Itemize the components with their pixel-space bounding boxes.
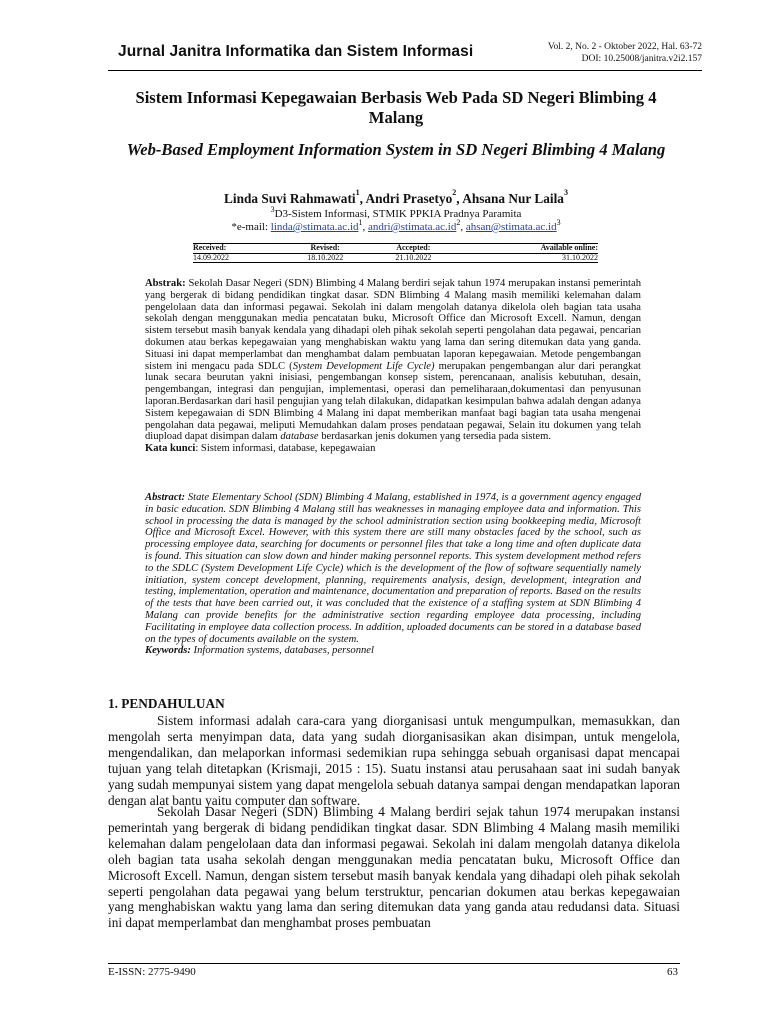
abstract-italic-a: System Development Life Cycle): [292, 360, 435, 372]
abstract-text-c: berdasarkan jenis dokumen yang tersedia pada sistem.: [318, 431, 552, 443]
email-link-2[interactable]: andri@stimata.ac.id: [368, 221, 457, 233]
online-label: Available online:: [457, 244, 598, 253]
journal-issue-info: [548, 41, 702, 65]
email-1-mark: 1: [358, 218, 363, 227]
author-1-mark: 1: [355, 188, 360, 197]
page-number: 63: [667, 966, 678, 978]
email-link-1[interactable]: linda@stimata.ac.id: [270, 221, 359, 233]
revised-label: Revised:: [281, 244, 369, 253]
accepted-date: 21.10.2022: [395, 252, 432, 262]
author-2-mark: 2: [452, 188, 457, 197]
author-separator: ,: [359, 191, 366, 206]
email-line: *e-mail: $linda@stimata.ac.id^1$, $andri@stimata.ac.id^2$, $ahsan@stimata.ac.id^3$: [231, 218, 561, 233]
paragraph-text: Sekolah Dasar Negeri (SDN) Blimbing 4 Malang berdiri sejak tahun 1974 merupakan instansi pemerintah yang bergerak di bidang pendidikan tingkat dasar. SDN Blimbing 4 Malang masih memiliki kelemahan dalam pengelolaan data dan informasi pegawai. Sekolah ini dalam mengolah datanya dikelola oleh bagian tata usaha sekolah dengan menggunakan media pencatatan buku, Microsoft Office dan Microsoft Excell. Namun, dengan sistem tersebut masih banyak kendala yang dihadapi oleh pihak sekolah seperti pengolahan data pegawai yang belum terstruktur, pencarian dokumen atau berkas kepegawaian yang menghabiskan waktu yang lama dan sering ditemukan data yang ganda atau redudansi data. Situasi ini dapat memperlambat dan menghambat proses pembuatan: [108, 804, 680, 931]
issn: E-ISSN: 2775-9490: [108, 966, 196, 978]
keywords-label: Kata kunci: [145, 443, 196, 455]
affiliation: [108, 205, 684, 220]
keywords-en-text: Information systems, databases, personnel: [190, 645, 374, 657]
body-paragraph-2: [108, 804, 680, 931]
volume-info: Vol. 2, No. 2 - Oktober 2022, Hal. 63-72: [547, 42, 702, 52]
email-link-3[interactable]: ahsan@stimata.ac.id: [465, 221, 557, 233]
body-paragraph-1: [108, 713, 680, 808]
email-label: *e-mail:: [231, 221, 271, 233]
email-2-mark: 2: [456, 218, 461, 227]
abstract-label: Abstrak:: [145, 278, 186, 289]
affiliation-mark: 3: [270, 205, 275, 214]
author-3-mark: 3: [563, 188, 568, 197]
revised-date: 18.10.2022: [307, 252, 344, 262]
doi-info: DOI: 10.25008/janitra.v2i2.157: [581, 54, 702, 64]
received-date: 14.09.2022: [193, 252, 229, 262]
online-date: 31.10.2022: [562, 252, 598, 262]
abstract-text-b: merupakan pengembangan alur dari perangkat lunak secara beurutan yakni inisiasi, pengembangan konsep sistem, perencanaan, analisis kebutuhan, desain, pengembangan, integrasi dan pengujian, implementasi, operasi dan pemeliharaan,dokumentasi dan penyusunan laporan.Berdasarkan dari hasil pengujian yang telah dilakukan, didapatkan kesimpulan bahwa adalah dengan adanya Sistem kepegawaian di SDN Blimbing 4 Malang ini dapat memberikan manfaat bagi bagian tata usaha mengenai pengolahan data pegawai, meliputi Memudahkan dalam proses pendataan pegawai, Selain itu dokumen yang telah diupload dapat disimpan dalam: [145, 360, 641, 443]
abstract-indonesian: [145, 278, 641, 455]
journal-name: Jurnal Janitra Informatika dan Sistem Informasi: [118, 43, 474, 60]
author-3: Ahsana Nur Laila: [462, 191, 564, 206]
author-list: [108, 188, 684, 207]
paragraph-text: Sistem informasi adalah cara-cara yang diorganisasi untuk mengumpulkan, memasukkan, dan mengolah serta menyimpan data, data yang sudah diorganisasikan akan disimpan, untuk mengelola, mengendalikan, dan melaporkan informasi sedemikian rupa sehingga sebuah organisasi dapat mencapai tujuan yang telah ditetapkan (Krismaji, 2015 : 15). Suatu instansi atau perusahaan saat ini sudah banyak yang sudah mempunyai sistem yang dapat mengelola sebuah datanya sampai dengan mendapatkan laporan dengan alat bantu yaitu computer dan software.: [108, 713, 680, 808]
submission-dates: [193, 243, 598, 263]
email-3-mark: 3: [556, 218, 561, 227]
abstract-en-label: Abstract:: [145, 492, 186, 503]
author-1: Linda Suvi Rahmawati: [224, 191, 356, 206]
keywords-en-label: Keywords:: [145, 645, 191, 657]
received-label: Received:: [193, 244, 281, 253]
author-2: Andri Prasetyo: [365, 191, 453, 206]
footer-rule: [108, 963, 680, 964]
accepted-label: Accepted:: [369, 244, 457, 253]
paper-title: Sistem Informasi Kepegawaian Berbasis Web Pada SD Negeri Blimbing 4 Malang: [135, 88, 657, 127]
keywords-text: : Sistem informasi, database, kepegawaian: [195, 443, 376, 455]
header-rule: [108, 70, 702, 71]
paper-subtitle: Web-Based Employment Information System in SD Negeri Blimbing 4 Malang: [126, 140, 666, 159]
affiliation-text: D3-Sistem Informasi, STMIK PPKIA Pradnya Paramita: [274, 208, 522, 220]
abstract-text-a: Sekolah Dasar Negeri (SDN) Blimbing 4 Malang berdiri sejak tahun 1974 merupakan instansi pemerintah yang bergerak di bidang pendidikan tingkat dasar. SDN Blimbing 4 Malang masih memiliki kelemahan dalam pengelolaan data dan informasi pegawai. Sekolah ini dalam mengolah datanya dikelola oleh bagian tata usaha sekolah dengan menggunakan media pencatatan buku, Microsoft Office dan Microsoft Excell. Namun, dengan sistem tersebut masih banyak kendala yang dihadapi oleh pihak sekolah seperti pengolahan data pegawai, pencarian dokumen atau berkas kepegawaian yang menghabiskan waktu yang lama dan sering ditemukan data yang ganda. Situasi ini dapat memperlambat dan menghambat dalam pembuatan laporan kepegawaian. Metode pengembangan sistem ini mengacu pada SDLC (: [145, 278, 641, 372]
abstract-en-text: State Elementary School (SDN) Blimbing 4 Malang, established in 1974, is a government agency engaged in basic education. SDN Blimbing 4 Malang still has weaknesses in managing employee data and information. This school in processing the data is managed by the school administration section using bookkeeping media, Microsoft Office and Microsoft Excel. However, with this system there are still many obstacles faced by the school, such as processing employee data, searching for documents or personnel files that take a long time and often duplicate data is found. This situation can slow down and hinder making personnel reports. This system development method refers to the SDLC (System Development Life Cycle) which is the development of the flow of software sequentially namely initiation, system concept development, planning, requirements analysis, design, development, integration and testing, implementation, operation and maintenance, documentation and preparation of reports. Based on the results of the tests that have been carried out, it was concluded that the existence of a staffing system at SDN Blimbing 4 Malang can provide benefits for the administrative section regarding employee data processing, including Facilitating in employee data collection process. In addition, uploaded documents can be stored in a database based on the types of documents available on the system.: [145, 492, 641, 645]
author-separator: ,: [456, 191, 463, 206]
abstract-english: [145, 492, 641, 657]
abstract-italic-b: database: [280, 431, 319, 443]
section-heading: 1. PENDAHULUAN: [108, 696, 225, 711]
